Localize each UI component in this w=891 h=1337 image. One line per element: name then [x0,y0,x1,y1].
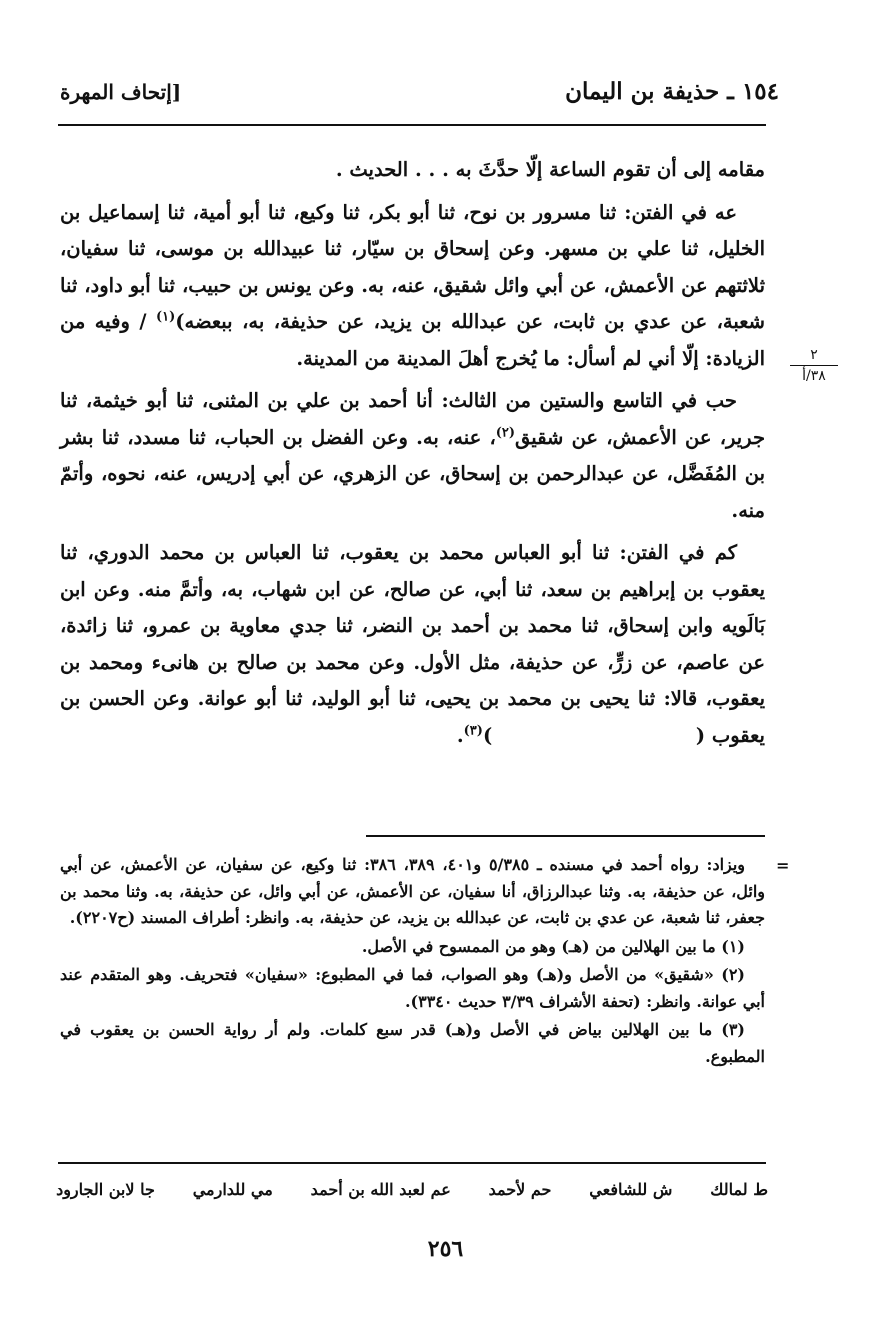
paragraph-text: حب في التاسع والستين من الثالث: أنا أحمد بن علي بن المثنى، ثنا أبو خيثمة، ثنا جرير، عن الأعمش، عن شقيق [60,389,765,449]
footnote: (٢) «شقيق» من الأصل و(هـ) وهو الصواب، فما في المطبوع: «سفيان» فتحريف. وهو المتقدم عند أبي عوانة. وانظر: (تحفة الأشراف ٣/٣٩ حديث ٣٣٤٠). [60,965,765,1011]
legend-divider [58,1162,766,1164]
legend-item: مي للدارمي [192,1180,273,1199]
text-paragraph [60,195,765,378]
running-header-title: ١٥٤ ـ حذيفة بن اليمان [565,78,779,105]
paragraph-text: كم في الفتن: ثنا أبو العباس محمد بن يعقوب، ثنا العباس بن محمد الدوري، ثنا يعقوب بن إبراهيم بن سعد، ثنا أبي، عن صالح، عن ابن شهاب، به، وأتمَّ منه. وعن ابن بَالَويه وابن إسحاق، ثنا محمد بن أحمد بن النضر، ثنا جدي معاوية بن عمرو، ثنا زائدة، عن عاصم، عن زرٍّ، عن حذيفة، مثل الأول. وعن محمد بن صالح بن هانىء ومحمد بن يعقوب، قالا: ثنا يحيى بن محمد بن يحيى، ثنا أبو الوليد، ثنا أبو عوانة. وعن الحسن بن يعقوب ( [60,541,765,747]
footnote-reference: (٢) [495,425,516,440]
legend-item: ط لمالك [710,1180,768,1199]
text-paragraph [60,383,765,529]
footnote: ويزاد: رواه أحمد في مسنده ـ ٥/٣٨٥ و٤٠١، ٣٨٩، ٣٨٦: ثنا وكيع، عن سفيان، عن الأعمش، عن أبي وائل، عن حذيفة، به. وثنا عبدالرزاق، أنا سفيان، عن الأعمش، عن أبي وائل، عن حذيفة، به. وثنا محمد بن جعفر، ثنا شعبة، عن عدي بن ثابت، عن عبدالله بن يزيد، عن حذيفة، به. وانظر: أطراف المسند (ح٢٢٠٧). [60,855,766,927]
blank-gap [492,724,696,747]
folio-marker-line [790,365,838,366]
main-text [60,152,765,760]
paragraph-text: / وفيه من الزيادة: إلّا أني لم أسأل: ما يُخرج أهلَ المدينة من المدينة. [60,310,765,370]
header-divider [58,124,766,126]
manuscript-folio-marker [790,346,838,385]
abbreviation-legend [56,1180,768,1199]
footnote-reference: (٣) [463,723,483,738]
footnote: (١) ما بين الهلالين من (هـ) وهو من الممسوح في الأصل. [361,936,745,956]
legend-item: حم لأحمد [488,1180,552,1199]
paragraph-text: مقامه إلى أن تقوم الساعة إلّا حدَّثَ به . . . الحديث . [335,158,765,181]
paragraph-text: ) [482,723,493,747]
legend-item: ش للشافعي [589,1180,673,1199]
paragraph-text: ، عنه، به. وعن الفضل بن الحباب، ثنا مسدد، ثنا بشر بن المُفَضَّل، عن عبدالرحمن بن إسحاق، عن الزهري، عن أبي إدريس، عنه، نحوه، وأتمّ منه. [60,425,765,522]
text-paragraph [60,152,765,189]
legend-item: جا لابن الجارود [56,1180,155,1199]
footnote: (٣) ما بين الهلالين بياض في الأصل و(هـ) قدر سبع كلمات. ولم أر رواية الحسن بن يعقوب في المطبوع. [60,1020,765,1066]
footnotes [60,852,765,1072]
footnote-continuation-mark: = [776,856,790,875]
page-number: ٢٥٦ [427,1236,464,1262]
footnote-reference: (١) [156,309,176,325]
running-header-book: [إتحاف المهرة [60,80,182,104]
paragraph-text: . [456,723,464,747]
folio-marker-folio: ٣٨/أ [802,368,826,384]
text-paragraph [60,535,765,754]
footnote-divider [366,835,765,837]
paragraph-text: عه في الفتن: ثنا مسرور بن نوح، ثنا أبو بكر، ثنا وكيع، ثنا أبو أمية، ثنا إسماعيل بن الخليل، ثنا علي بن مسهر. وعن إسحاق بن سيّار، ثنا عبيدالله بن موسى، ثنا سفيان، ثلاثتهم عن الأعمش، عن أبي وائل شقيق، عنه، به. وعن يونس بن حبيب، ثنا أبو داود، ثنا شعبة، عن عدي بن ثابت، عن عبدالله بن يزيد، عن حذيفة، به، ببعضه) [60,200,765,333]
folio-marker-number: ٢ [810,347,818,363]
legend-item: عم لعبد الله بن أحمد [310,1180,451,1199]
